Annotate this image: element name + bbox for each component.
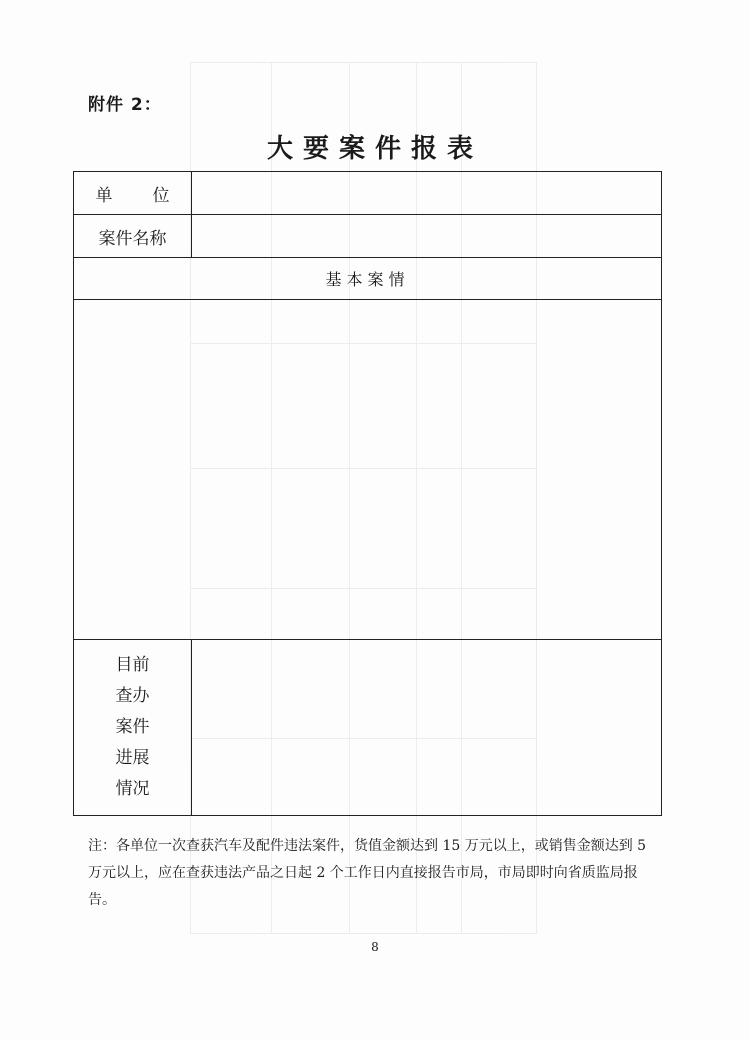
page-number: 8 [371,940,379,954]
progress-label-line: 查办 [115,686,150,706]
progress-row [74,640,661,815]
unit-value-cell[interactable] [192,172,661,214]
progress-value-cell[interactable] [192,640,661,815]
unit-label-cell [74,172,210,214]
case-name-label: 案件名称 [74,215,192,257]
progress-label-line: 进展 [115,748,150,768]
attachment-label: 附件 2： [88,95,162,115]
case-name-value-cell[interactable] [192,215,661,257]
page-title: 大要案件报表 [266,134,483,164]
footnote: 注：各单位一次查获汽车及配件违法案件，货值金额达到 15 万元以上，或销售金额达到 5 万元以上，应在查获违法产品之日起 2 个工作日内直接报告市局，市局即时向省质监局报告。 [88,838,647,908]
basic-facts-header-row [74,258,661,300]
case-name-row [74,215,661,258]
progress-label-line: 案件 [115,717,150,737]
unit-label: 单位 [95,185,210,206]
progress-label-cell [74,640,192,815]
progress-label-line: 目前 [115,655,150,675]
basic-facts-label: 基本案情 [325,270,410,289]
basic-facts-value-cell[interactable] [74,300,661,639]
unit-row [74,172,661,215]
basic-facts-body-row [74,300,661,640]
case-report-table [73,171,662,816]
progress-label-line: 情况 [115,779,150,799]
